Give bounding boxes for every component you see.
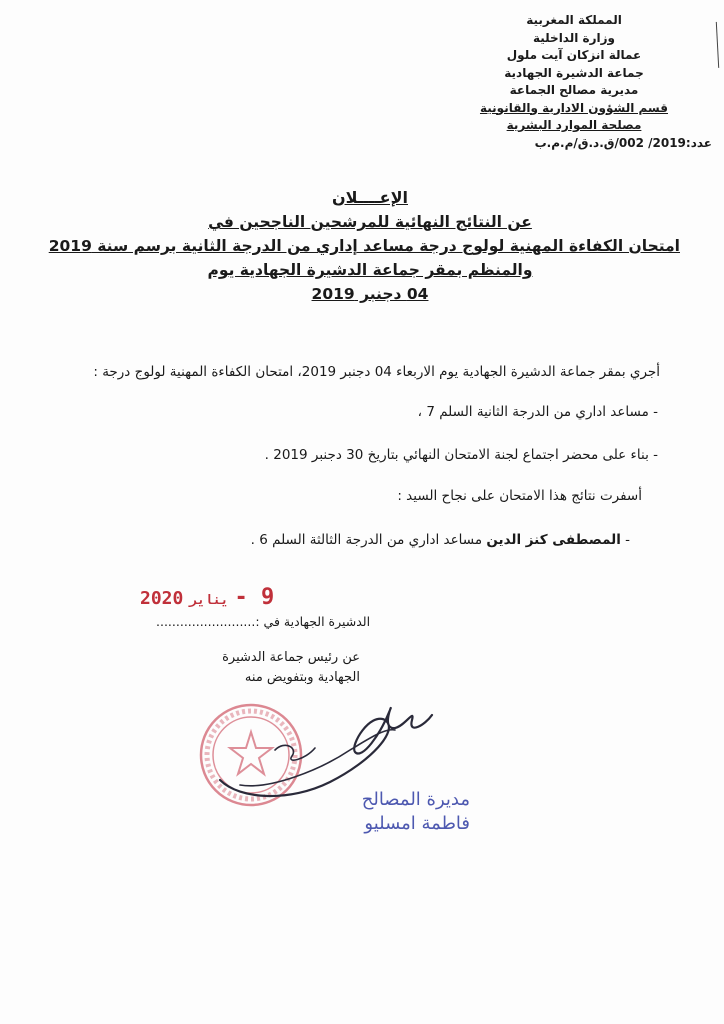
winner-name: المصطفى كنز الدين [486, 532, 621, 548]
header-prefecture: عمالة انزكان آيت ملول [506, 48, 642, 62]
signer-line-1: عن رئيس جماعة الدشيرة [222, 650, 360, 665]
date-stamp-day: 9 - [234, 585, 275, 610]
signer-line-2: الجهادية وبتفويض منه [244, 670, 360, 685]
stamp-line-2: فاطمة امسليو [364, 813, 470, 834]
margin-mark [713, 22, 719, 68]
title-line-4: والمنظم بمقر جماعة الدشيرة الجهادية يوم [207, 261, 533, 279]
body-paragraph-2: أسفرت نتائج هذا الامتحان على نجاح السيد : [397, 488, 642, 504]
title-line-5: 04 دجنبر 2019 [311, 285, 429, 303]
header-service: مصلحة الموارد البشرية [506, 118, 642, 132]
body-item-2: - بناء على محضر اجتماع لجنة الامتحان النهائي بتاريخ 30 دجنبر 2019 . [264, 447, 658, 463]
announcement-title [48, 186, 680, 306]
winner-line [251, 532, 630, 548]
header-ministry: وزارة الداخلية [532, 30, 616, 45]
stamp-line-1: مديرة المصالح [361, 789, 470, 810]
header-commune: جماعة الدشيرة الجهادية [504, 65, 644, 80]
winner-prefix: - [620, 532, 630, 548]
date-stamp-year: 2020 [140, 588, 184, 609]
title-line-2: عن النتائج النهائية للمرشحين الناجحين في [208, 213, 532, 231]
body-paragraph-1: أجري بمقر جماعة الدشيرة الجهادية يوم الاربعاء 04 دجنبر 2019، امتحان الكفاءة المهنية لولوج درجة : [93, 364, 660, 380]
date-stamp [140, 585, 274, 610]
header-directorate: مديرية مصالح الجماعة [509, 83, 639, 97]
title-line-3: امتحان الكفاءة المهنية لولوج درجة مساعد إداري من الدرجة الثانية برسم سنة 2019 [48, 237, 680, 255]
winner-grade: مساعد اداري من الدرجة الثالثة السلم 6 . [250, 532, 487, 548]
signer-block [180, 648, 360, 688]
header-division: قسم الشؤون الادارية والقانونية [479, 100, 668, 115]
document-header [454, 12, 712, 152]
title-line-1: الإعــــلان [331, 188, 408, 207]
place-date-line: الدشيرة الجهادية في :......................... [156, 614, 371, 629]
official-title-stamp [300, 788, 470, 836]
header-kingdom: المملكة المغربية [526, 13, 622, 27]
reference-number: عدد:2019/ 002/ق.د.ق/م.م.ب [534, 135, 712, 150]
date-stamp-month: يناير [189, 593, 229, 608]
body-item-1: - مساعد اداري من الدرجة الثانية السلم 7 ، [417, 404, 658, 420]
